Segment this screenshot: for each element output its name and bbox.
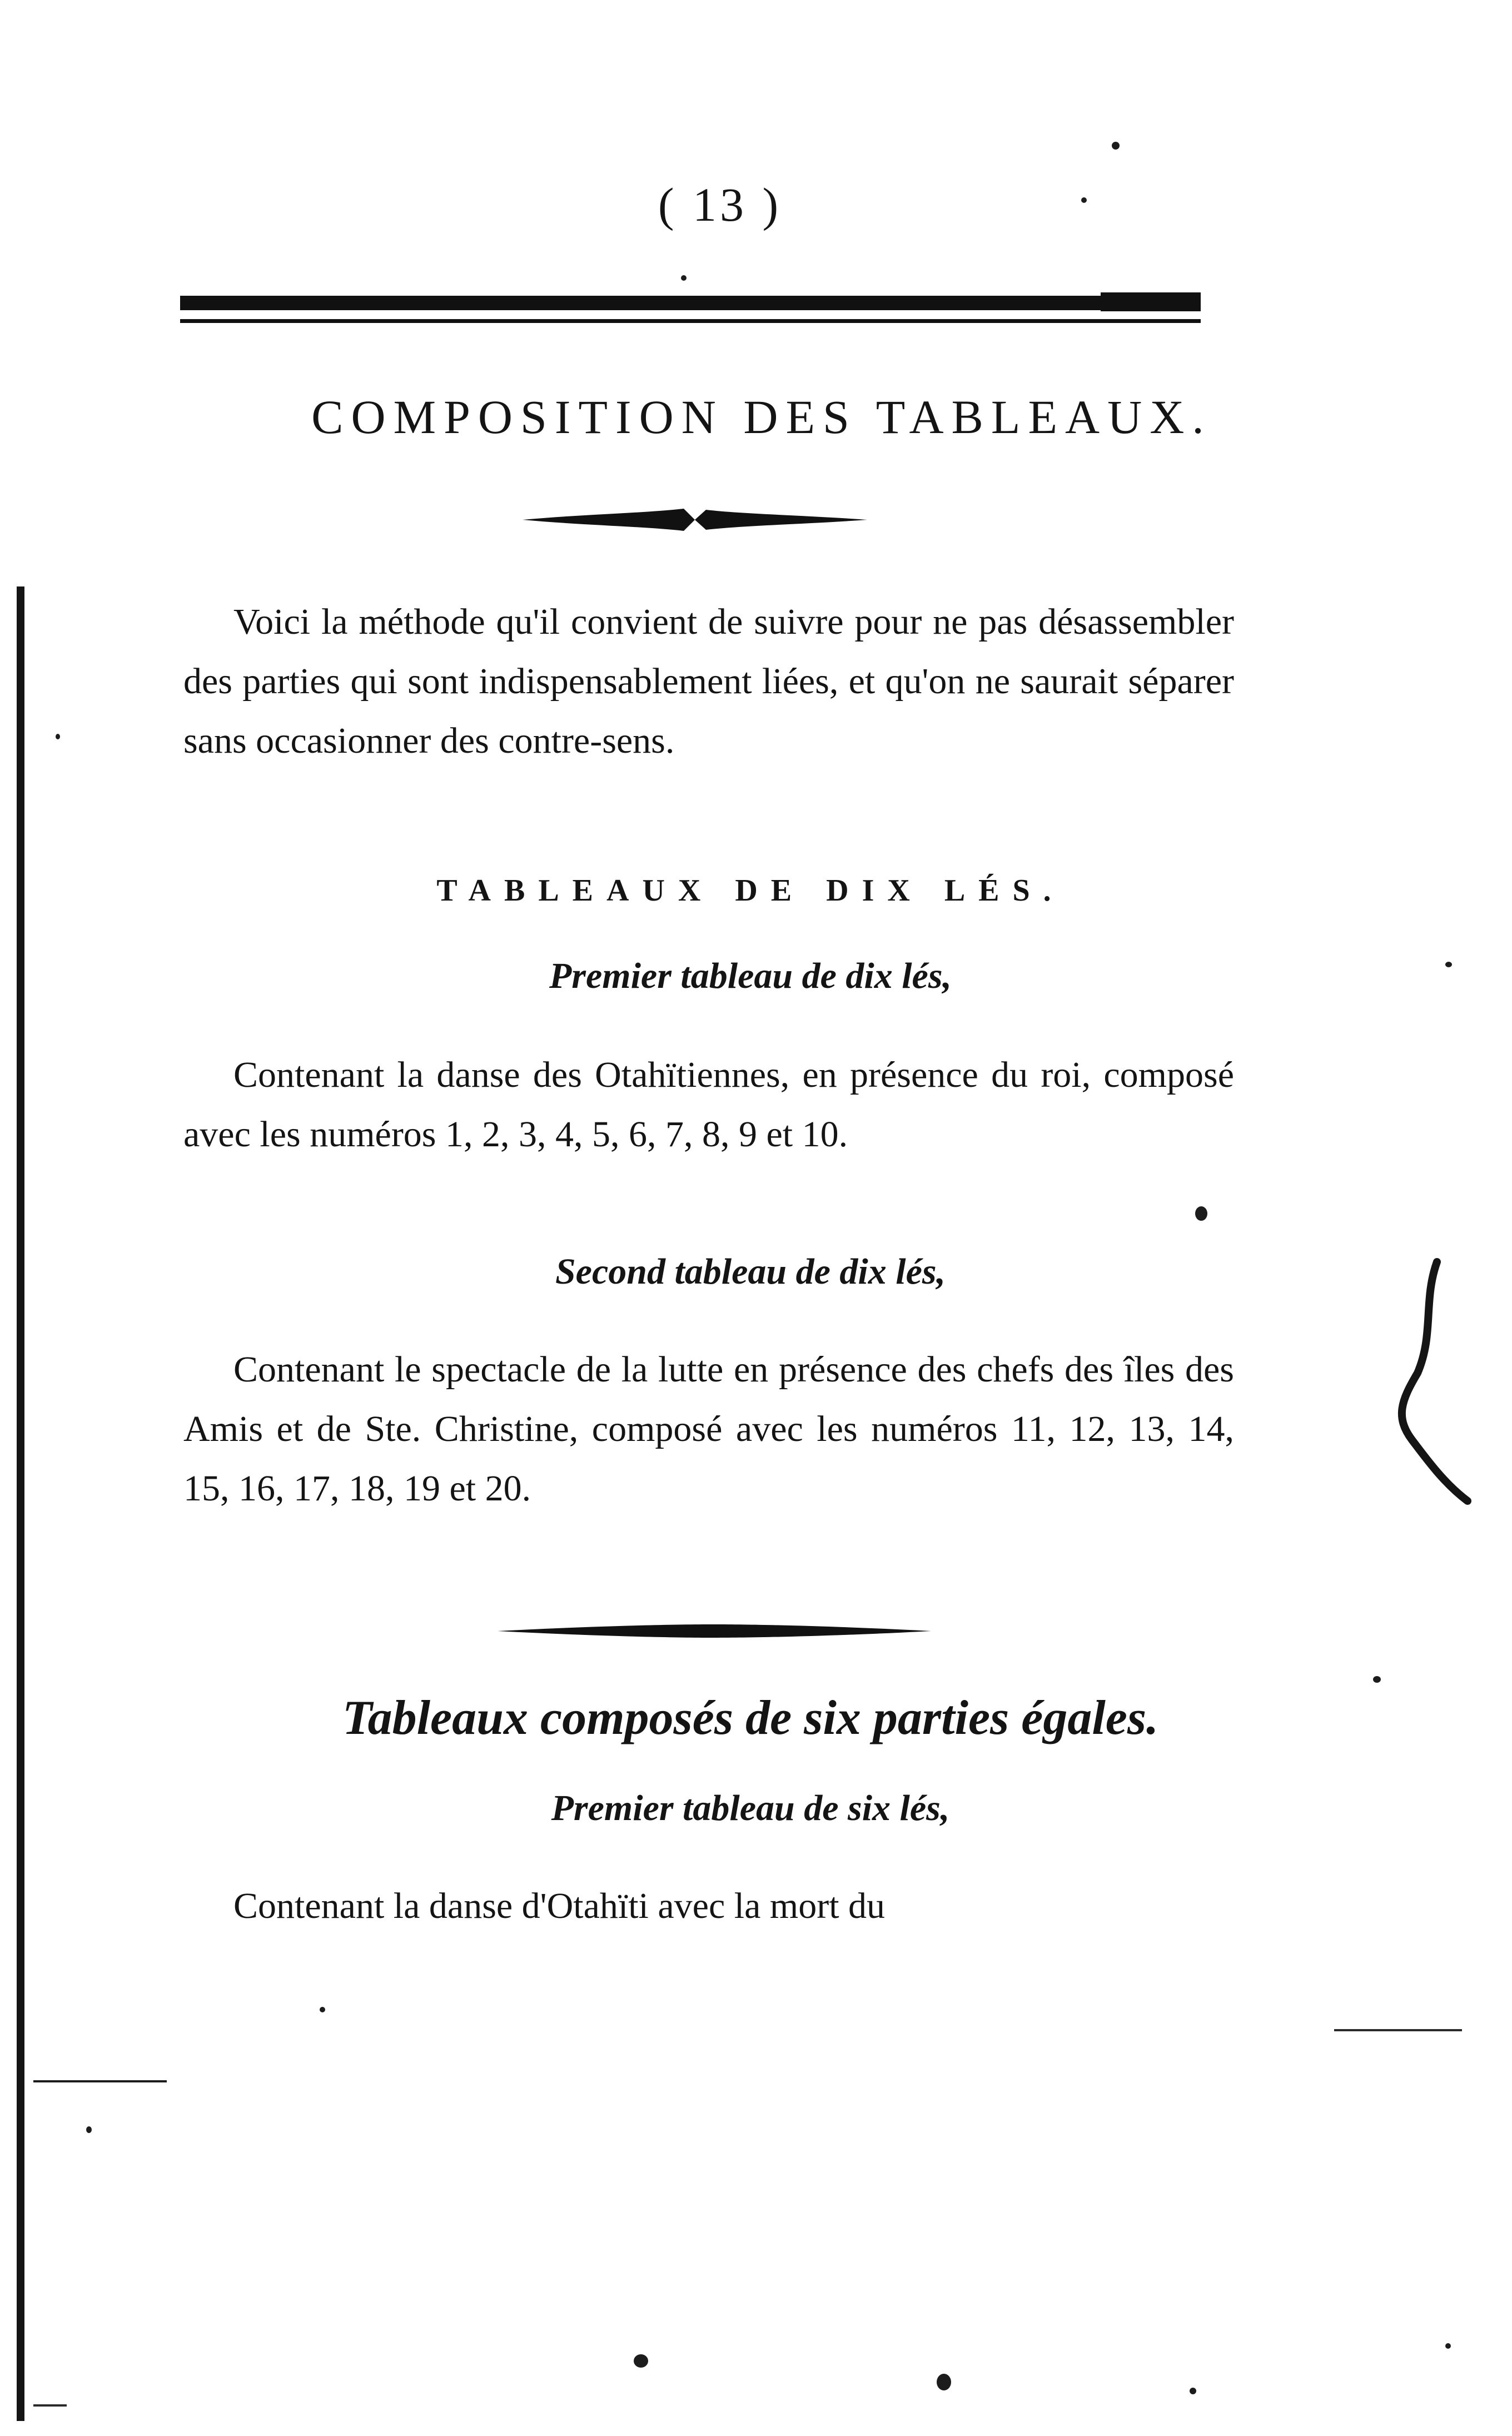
scan-speck [1112,142,1120,150]
second-ten-panel-heading: Second tableau de dix lés, [555,1251,946,1292]
scan-line-mark [33,2404,67,2407]
section-title: COMPOSITION DES TABLEAUX. [311,390,1212,444]
intro-paragraph: Voici la méthode qu'il convient de suivre pour ne pas désassembler des parties qui sont indispensablement liées, et qu'on ne saurait séparer sans occasionner des contre-sens. [183,601,1234,761]
scan-speck [56,734,60,739]
scan-line-mark [33,2080,167,2082]
scan-speck [1195,1206,1207,1221]
page-number: ( 13 ) [658,178,782,231]
scan-speck [86,2126,92,2133]
left-margin-rule [17,586,24,2421]
header-rule-thin [180,319,1201,323]
section-divider-icon [498,1623,931,1639]
header-rule-thick [180,296,1201,310]
scan-speck [1081,197,1087,203]
header-rule-thick-end [1101,292,1201,311]
scan-speck [320,2007,325,2012]
scan-speck [937,2374,951,2390]
first-ten-panel-heading: Premier tableau de dix lés, [549,956,952,996]
second-ten-panel-text: Contenant le spectacle de la lutte en présence des chefs des îles des Amis et de Ste. Christine, composé avec les numéros 11, 12, 13, 14, 15, 16, 17, 18, 19 et 20. [183,1349,1234,1509]
scan-line-mark [1334,2029,1462,2031]
scan-speck [681,275,687,281]
scan-speck [1373,1676,1381,1683]
first-six-panel-text: Contenant la danse d'Otahïti avec la mort du [233,1886,886,1926]
first-ten-panel-text: Contenant la danse des Otahïtiennes, en présence du roi, composé avec les numéros 1, 2, 3, 4, 5, 6, 7, 8, 9 et 10. [183,1055,1234,1155]
scan-speck [1190,2388,1196,2394]
ornament-divider-icon [517,503,873,536]
margin-bracket-icon [1384,1251,1473,1507]
scan-speck [1445,2343,1451,2349]
six-parts-heading: Tableaux composés de six parties égales. [342,1691,1159,1745]
first-six-panel-heading: Premier tableau de six lés, [551,1788,950,1828]
scan-speck [634,2354,648,2368]
scan-speck [1445,962,1452,967]
ten-panels-heading: TABLEAUX DE DIX LÉS. [436,873,1065,908]
